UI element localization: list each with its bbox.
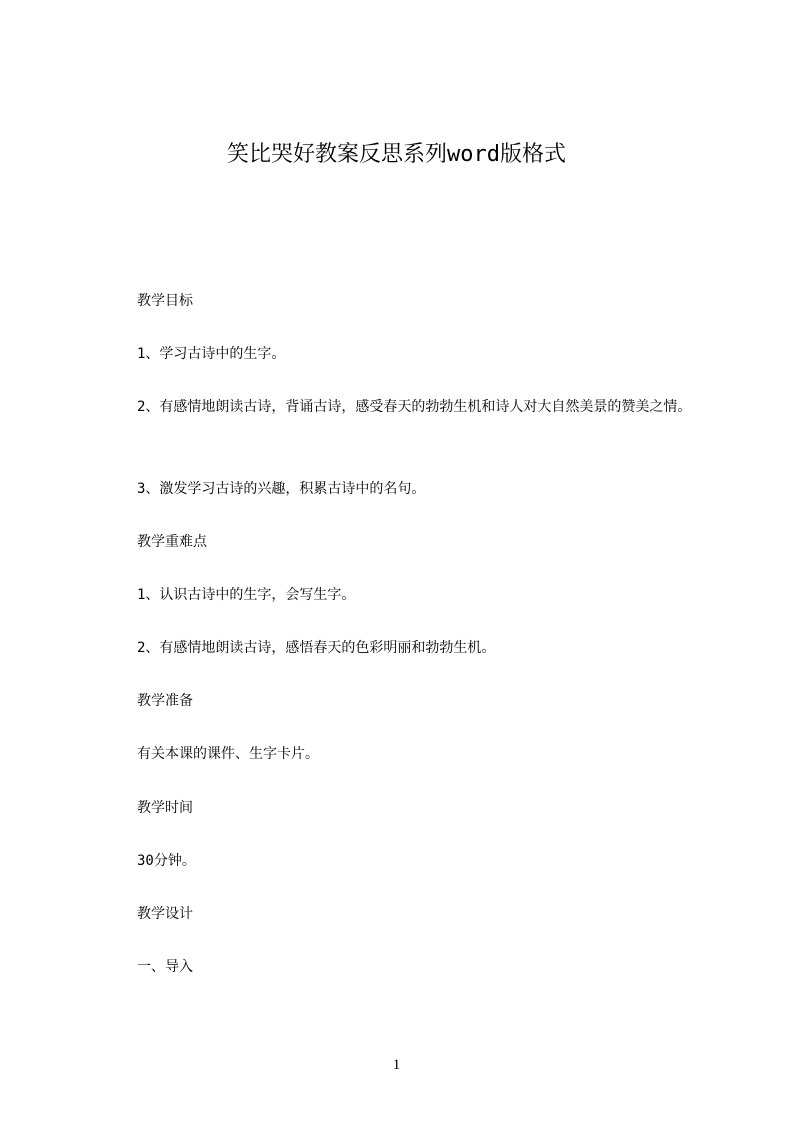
paragraph: 1、认识古诗中的生字，会写生字。 [137,587,356,603]
paragraph: 1、学习古诗中的生字。 [137,346,286,362]
section-heading-intro: 一、导入 [137,959,193,975]
paragraph: 3、激发学习古诗的兴趣，积累古诗中的名句。 [137,481,426,497]
section-heading-preparation: 教学准备 [137,693,193,709]
document-title: 笑比哭好教案反思系列word版格式 [227,142,566,167]
section-heading-objectives: 教学目标 [137,293,193,309]
paragraph: 2、有感情地朗读古诗，背诵古诗，感受春天的勃勃生机和诗人对大自然美景的赞美之情。 [137,399,692,415]
section-heading-design: 教学设计 [137,906,193,922]
section-heading-time: 教学时间 [137,800,193,816]
paragraph: 有关本课的课件、生字卡片。 [137,746,319,762]
paragraph: 2、有感情地朗读古诗，感悟春天的色彩明丽和勃勃生机。 [137,640,496,656]
section-heading-key-points: 教学重难点 [137,534,207,550]
page-number: 1 [392,1057,401,1073]
paragraph: 30分钟。 [137,853,196,869]
